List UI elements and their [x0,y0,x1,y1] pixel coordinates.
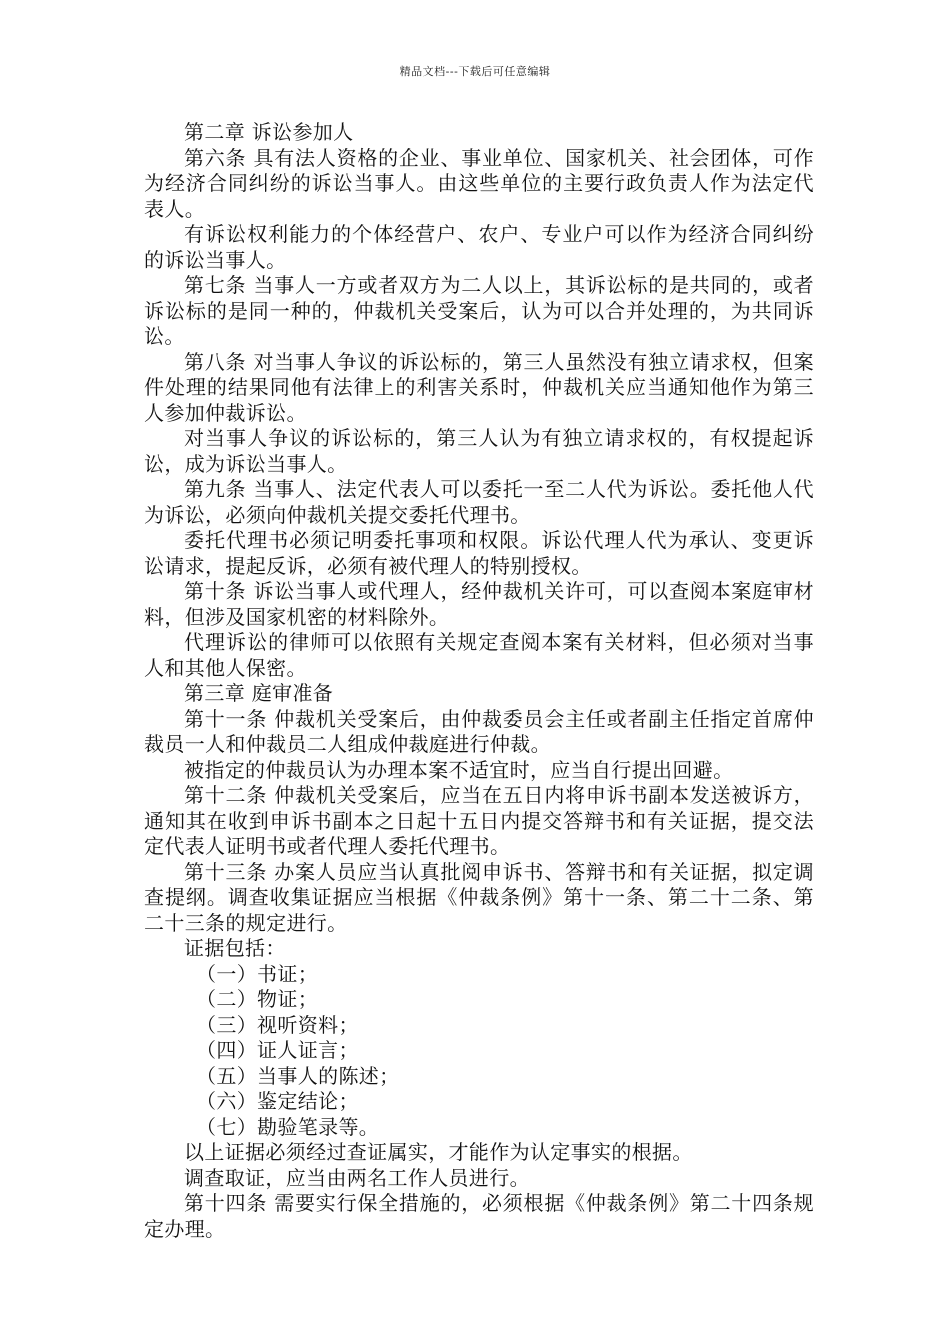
evidence-intro: 证据包括： [184,936,286,960]
article-paragraph: 对当事人争议的诉讼标的，第三人认为有独立请求权的，有权提起诉讼，成为诉讼当事人。 [144,426,814,476]
article-paragraph: 第十条 诉讼当事人或代理人，经仲裁机关许可，可以查阅本案庭审材料，但涉及国家机密的材料除外。 [144,579,814,629]
evidence-list-item: （五）当事人的陈述； [196,1063,400,1088]
evidence-list-item: （六）鉴定结论； [196,1089,359,1113]
article-paragraph: 第十四条 需要实行保全措施的，必须根据《仲裁条例》第二十四条规定办理。 [144,1191,814,1241]
article-paragraph: 第九条 当事人、法定代表人可以委托一至二人代为诉讼。委托他人代为诉讼，必须向仲裁机关提交委托代理书。 [144,477,814,527]
article-paragraph: 以上证据必须经过查证属实，才能作为认定事实的根据。 [184,1140,693,1164]
article-paragraph: 有诉讼权利能力的个体经营户、农户、专业户可以作为经济合同纠纷的诉讼当事人。 [144,222,814,272]
chapter-heading: 第三章 庭审准备 [184,681,334,705]
evidence-list-item: （七）勘验笔录等。 [196,1114,380,1139]
article-paragraph: 代理诉讼的律师可以依照有关规定查阅本案有关材料，但必须对当事人和其他人保密。 [144,630,814,680]
article-paragraph: 第十三条 办案人员应当认真批阅申诉书、答辩书和有关证据，拟定调查提纲。调查收集证据应当根据《仲裁条例》第十一条、第二十二条、第二十三条的规定进行。 [144,859,814,935]
article-paragraph: 被指定的仲裁员认为办理本案不适宜时，应当自行提出回避。 [184,757,734,782]
chapter-heading: 第二章 诉讼参加人 [184,120,354,144]
article-paragraph: 委托代理书必须记明委托事项和权限。诉讼代理人代为承认、变更诉讼请求，提起反诉，必须有被代理人的特别授权。 [144,528,814,578]
document-body [144,120,814,1242]
article-paragraph: 第六条 具有法人资格的企业、事业单位、国家机关、社会团体，可作为经济合同纠纷的诉讼当事人。由这些单位的主要行政负责人作为法定代表人。 [144,145,814,221]
evidence-list-item: （四）证人证言； [196,1038,359,1062]
article-paragraph: 调查取证，应当由两名工作人员进行。 [184,1165,530,1190]
article-paragraph: 第十一条 仲裁机关受案后，由仲裁委员会主任或者副主任指定首席仲裁员一人和仲裁员二人组成仲裁庭进行仲裁。 [144,706,814,756]
article-paragraph: 第七条 当事人一方或者双方为二人以上，其诉讼标的是共同的，或者诉讼标的是同一种的，仲裁机关受案后，认为可以合并处理的，为共同诉讼。 [144,273,814,348]
page-header: 精品文档---下载后可任意编辑 [399,65,551,78]
article-paragraph: 第十二条 仲裁机关受案后，应当在五日内将申诉书副本发送被诉方，通知其在收到申诉书副本之日起十五日内提交答辩书和有关证据，提交法定代表人证明书或者代理人委托代理书。 [144,783,814,858]
evidence-list-item: （二）物证； [196,987,319,1011]
evidence-list-item: （一）书证； [196,961,319,986]
article-paragraph: 第八条 对当事人争议的诉讼标的，第三人虽然没有独立请求权，但案件处理的结果同他有法律上的利害关系时，仲裁机关应当通知他作为第三人参加仲裁诉讼。 [144,349,814,425]
evidence-list-item: （三）视听资料； [196,1012,359,1037]
